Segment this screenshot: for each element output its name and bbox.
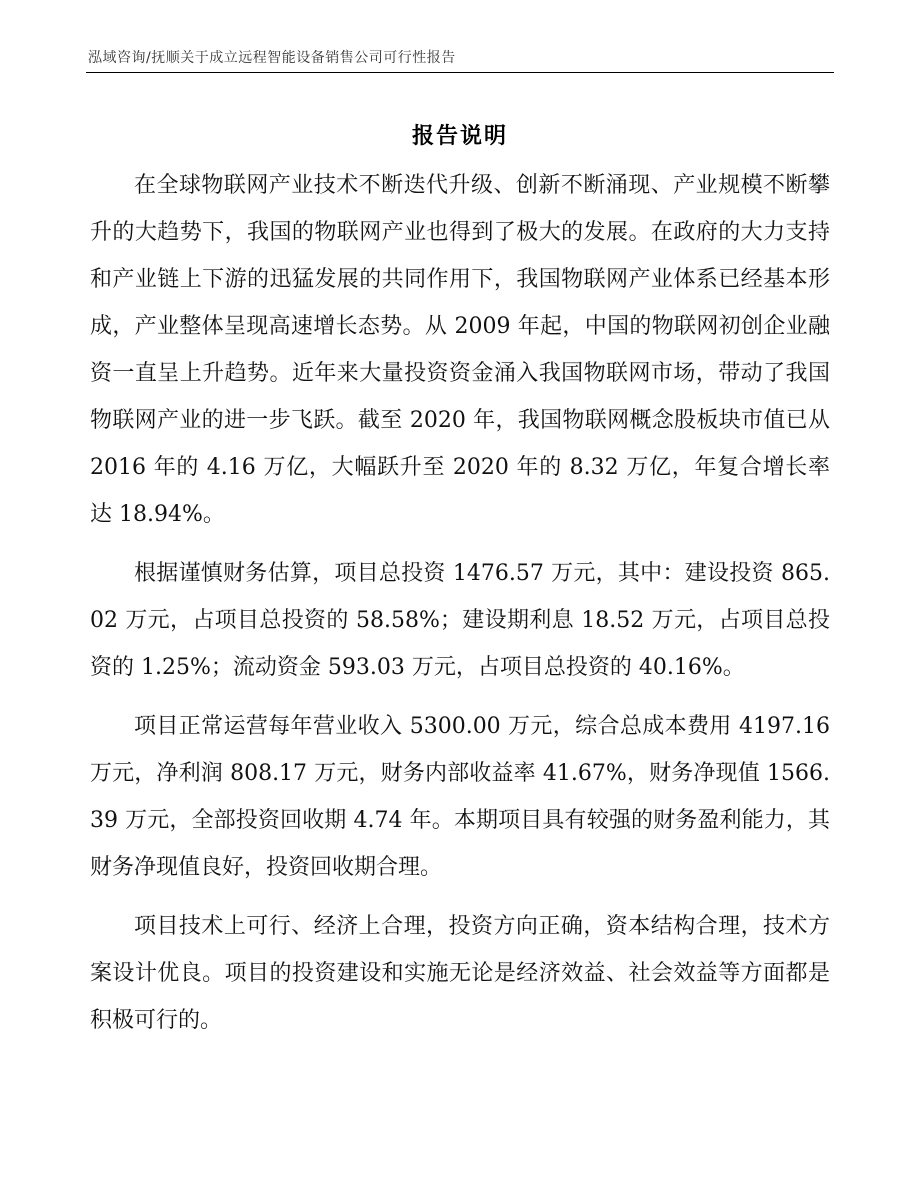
header-divider <box>86 72 834 73</box>
page-title: 报告说明 <box>411 124 508 149</box>
paragraph-operating-returns: 项目正常运营每年营业收入 5300.00 万元，综合总成本费用 4197.16 万元，净利润 808.17 万元，财务内部收益率 41.67%，财务净现值 1566.39 万元，全部投资回收期 4.74 年。本期项目具有较强的财务盈利能力，其财务净现值良好，投资回收期合理。 <box>90 714 830 880</box>
paragraph-industry-background: 在全球物联网产业技术不断迭代升级、创新不断涌现、产业规模不断攀升的大趋势下，我国的物联网产业也得到了极大的发展。在政府的大力支持和产业链上下游的迅猛发展的共同作用下，我国物联网产业体系已经基本形成，产业整体呈现高速增长态势。从 2009 年起，中国的物联网初创企业融资一直呈上升趋势。近年来大量投资资金涌入我国物联网市场，带动了我国物联网产业的进一步飞跃。截至 2020 年，我国物联网概念股板块市值已从 2016 年的 4.16 万亿，大幅跃升至 2020 年的 8.32 万亿，年复合增长率达 18.94%。 <box>90 173 830 527</box>
paragraph-investment-estimate: 根据谨慎财务估算，项目总投资 1476.57 万元，其中：建设投资 865.02 万元，占项目总投资的 58.58%；建设期利息 18.52 万元，占项目总投资的 1.25%；流动资金 593.03 万元，占项目总投资的 40.16%。 <box>90 561 830 680</box>
report-body <box>90 162 830 1056</box>
page-header: 泓域咨询/抚顺关于成立远程智能设备销售公司可行性报告 <box>88 50 456 66</box>
paragraph-conclusion: 项目技术上可行、经济上合理，投资方向正确，资本结构合理，技术方案设计优良。项目的投资建设和实施无论是经济效益、社会效益等方面都是积极可行的。 <box>90 914 830 1033</box>
